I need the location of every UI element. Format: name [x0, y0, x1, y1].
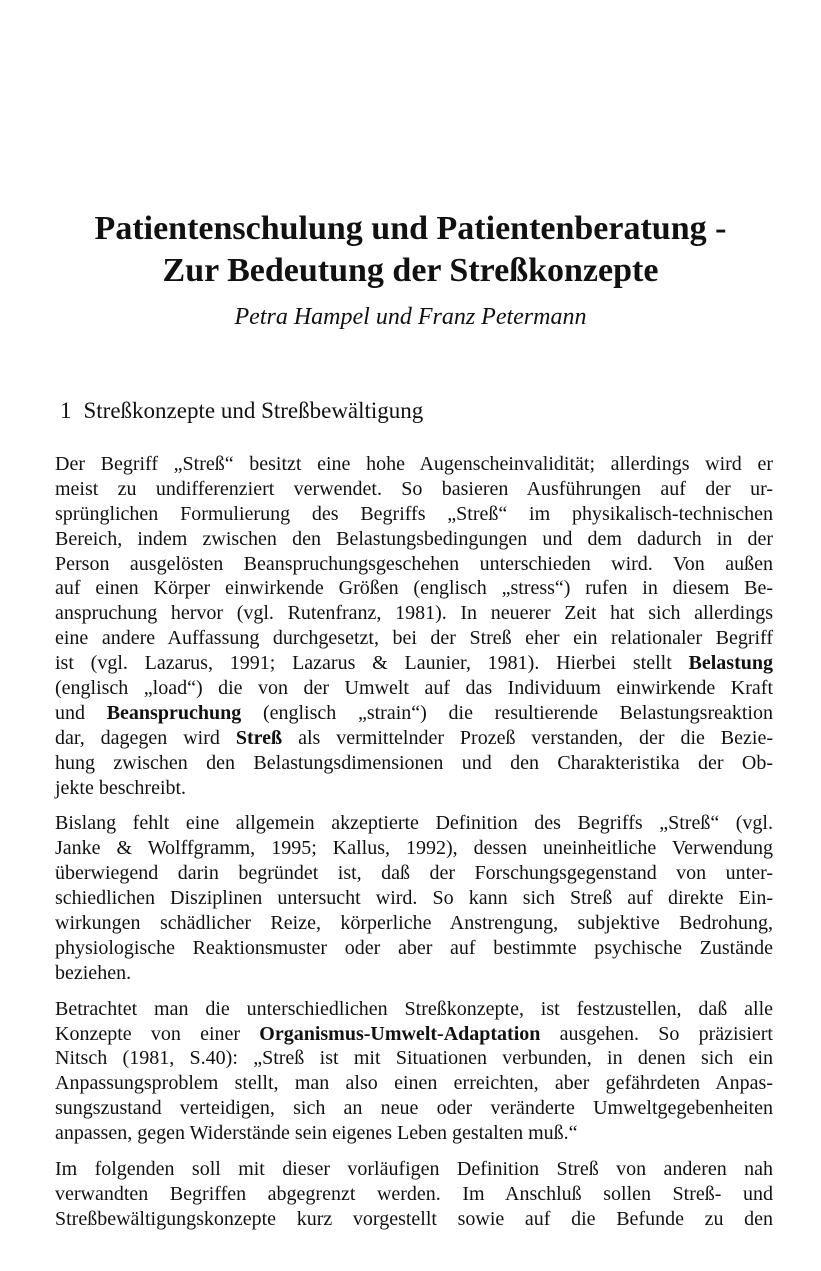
text-line: Im folgenden soll mit dieser vorläufigen Definition Streß von anderen nah	[55, 1158, 773, 1181]
text-line: Betrachtet man die unterschiedlichen Streßkonzepte, ist festzustellen, daß alle	[55, 997, 773, 1020]
text-line: Bereich, indem zwischen den Belastungsbedingungen und dem dadurch in der	[55, 527, 773, 550]
text-line: Nitsch (1981, S.40): „Streß ist mit Situationen verbunden, in denen sich ein	[55, 1047, 773, 1070]
paragraph-1	[55, 452, 773, 800]
bold-term-stress: Streß	[235, 726, 283, 749]
author-line: Petra Hampel und Franz Petermann	[234, 304, 587, 330]
text-line: schiedlichen Disziplinen untersucht wird. So kann sich Streß auf direkte Ein-	[55, 887, 773, 910]
text-segment: (englisch „strain“) die resultierende Belastungsreaktion	[262, 701, 773, 724]
text-line	[55, 651, 773, 676]
text-line: jekte beschreibt.	[55, 776, 187, 799]
text-line: Der Begriff „Streß“ besitzt eine hohe Augenscheinvalidität; allerdings wird er	[55, 453, 773, 475]
bold-term-belastung: Belastung	[688, 652, 773, 675]
text-segment: und	[55, 701, 85, 724]
title-line-2: Zur Bedeutung der Streßkonzepte	[162, 252, 659, 289]
text-line: verwandten Begriffen abgegrenzt werden. Im Anschluß sollen Streß- und	[55, 1182, 773, 1205]
text-line: Anpassungsproblem stellt, man also einen erreichten, aber gefährdeten Anpas-	[55, 1072, 773, 1095]
text-segment: Konzepte von einer	[55, 1022, 241, 1045]
paragraph-3	[55, 997, 773, 1146]
text-line: meist zu undifferenziert verwendet. So basieren Ausführungen auf der ur-	[55, 477, 773, 500]
text-line: überwiegend darin begründet ist, daß der Forschungsgegenstand von unter-	[55, 862, 773, 885]
text-line: Janke & Wolffgramm, 1995; Kallus, 1992), dessen uneinheitliche Verwendung	[55, 837, 773, 860]
text-line: Person ausgelösten Beanspruchungsgeschehen unterschieden wird. Von außen	[55, 552, 773, 575]
bold-term-beanspruchung: Beanspruchung	[106, 701, 242, 724]
paragraph-4	[55, 1157, 773, 1232]
text-line: Bislang fehlt eine allgemein akzeptierte Definition des Begriffs „Streß“ (vgl.	[55, 812, 773, 835]
text-segment: ist (vgl. Lazarus, 1991; Lazarus & Launier, 1981). Hierbei stellt	[55, 652, 672, 675]
paragraph-2	[55, 811, 773, 985]
text-line	[55, 726, 773, 751]
text-line: hung zwischen den Belastungsdimensionen und den Charakteristika der Ob-	[55, 751, 773, 774]
title-line-1: Patientenschulung und Patientenberatung -	[94, 210, 727, 247]
bold-term-organismus: Organismus-Umwelt-Adaptation	[259, 1022, 541, 1045]
text-line: Streßbewältigungskonzepte kurz vorgestellt sowie auf die Befunde zu den	[55, 1207, 773, 1230]
section-number: 1	[60, 398, 72, 423]
text-line	[55, 1022, 773, 1047]
text-line: eine andere Auffassung durchgesetzt, bei der Streß eher ein relationaler Begriff	[55, 627, 773, 650]
text-line: sungszustand verteidigen, sich an neue oder veränderte Umweltgegebenheiten	[55, 1097, 773, 1120]
text-line: anspruchung hervor (vgl. Rutenfranz, 1981). In neuerer Zeit hat sich allerdings	[55, 602, 773, 625]
text-line: (englisch „load“) die von der Umwelt auf das Individuum einwirkende Kraft	[55, 677, 773, 700]
section-title: Streßkonzepte und Streßbewältigung	[83, 398, 424, 423]
text-segment: ausgehen. So präzisiert	[559, 1022, 773, 1045]
text-line: physiologische Reaktionsmuster oder aber auf bestimmte psychische Zustände	[55, 936, 773, 959]
text-line: auf einen Körper einwirkende Größen (englisch „stress“) rufen in diesem Be-	[55, 577, 773, 600]
text-line: wirkungen schädlicher Reize, körperliche Anstrengung, subjektive Bedrohung,	[55, 912, 773, 935]
text-segment: dar, dagegen wird	[55, 726, 220, 749]
text-line	[55, 701, 773, 726]
text-segment: als vermittelnder Prozeß verstanden, der die Bezie-	[298, 726, 773, 749]
body-text	[55, 452, 773, 1243]
text-line: beziehen.	[55, 961, 132, 984]
section-heading	[60, 396, 423, 426]
text-line: sprünglichen Formulierung des Begriffs „Streß“ im physikalisch-technischen	[55, 502, 773, 525]
paper-title	[40, 208, 781, 292]
text-line: anpassen, gegen Widerstände sein eigenes Leben gestalten muß.“	[55, 1122, 578, 1145]
